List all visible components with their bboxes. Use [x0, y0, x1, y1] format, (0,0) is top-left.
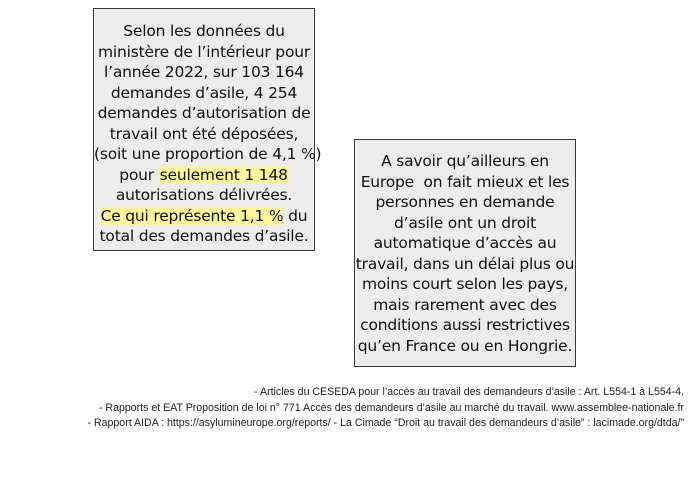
stat-line-11: total des demandes d’asile. — [99, 227, 309, 245]
statistics-text-box — [93, 8, 322, 251]
stat-line-8 — [94, 165, 314, 186]
stat-line-8-prefix: pour — [119, 165, 159, 184]
europe-line-4: d’asile ont un droit — [393, 213, 537, 232]
europe-line-5: automatique d’accès au — [373, 234, 557, 252]
highlight-percentage: Ce qui représente 1,1 % — [100, 206, 284, 225]
europe-line-10: qu’en France ou en Hongrie. — [357, 336, 573, 355]
europe-line-1: A savoir qu’ailleurs en — [381, 152, 549, 170]
stat-line-5: demandes d’autorisation de — [97, 104, 311, 122]
stat-line-2: ministère de l’intérieur pour — [97, 42, 311, 61]
stat-line-7: (soit une proportion de 4,1 %) — [94, 145, 322, 163]
stat-line-1: Selon les données du — [123, 22, 285, 40]
stat-line-10-suffix: du — [283, 206, 308, 225]
stat-line-9: autorisations délivrées. — [115, 186, 293, 204]
stat-line-10 — [94, 206, 314, 227]
europe-comparison-box — [354, 139, 576, 367]
stat-line-6: travail ont été déposées, — [109, 124, 299, 143]
europe-line-3: personnes en demande — [375, 193, 555, 211]
source-ceseda: - Articles du CESEDA pour l’accès au travail des demandeurs d’asile : Art. L554-1 à L554-4. — [254, 386, 684, 398]
europe-line-9: conditions aussi restrictives — [360, 316, 570, 334]
stat-line-3: l’année 2022, sur 103 164 — [104, 63, 304, 81]
europe-line-7: moins court selon les pays, — [361, 275, 569, 293]
stat-line-4: demandes d’asile, 4 254 — [110, 83, 298, 102]
source-assemblee: - Rapports et EAT Proposition de loi n° 771 Accès des demandeurs d’asile au marché du travail. www.assemblee-nationale.fr — [98, 401, 684, 414]
europe-line-2: Europe on fait mieux et les — [360, 172, 570, 191]
sources-list — [88, 385, 684, 432]
europe-line-8: mais rarement avec des — [373, 295, 557, 314]
highlight-granted-count: seulement 1 148 — [159, 165, 288, 184]
source-aida-cimade: - Rapport AIDA : https://asylumineurope.org/reports/ - La Cimade “Droit au travail des demandeurs d’asile” : lacimade.org/dtda/” — [87, 417, 684, 429]
europe-line-6: travail, dans un délai plus ou — [355, 254, 575, 273]
